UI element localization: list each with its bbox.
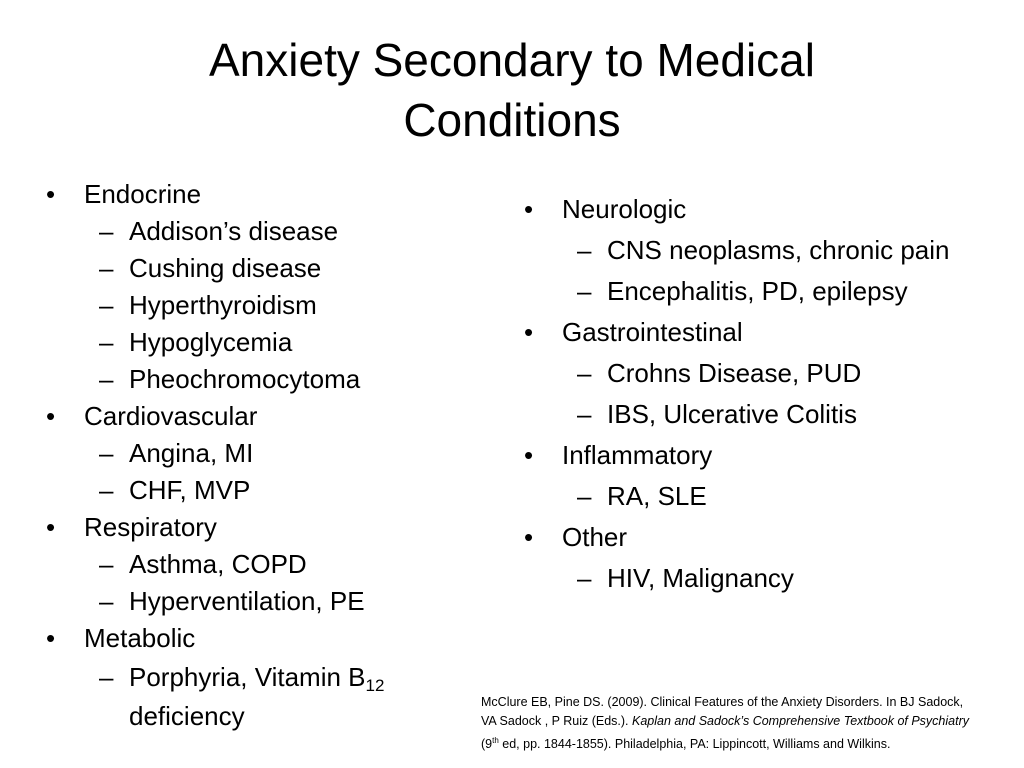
sub-bullet-label: Addison’s disease [129, 216, 339, 246]
sub-bullet-label: Asthma, COPD [129, 549, 307, 579]
left-bullet-column [44, 176, 484, 732]
dash-icon: – [99, 438, 114, 468]
sub-bullet-item [44, 435, 484, 472]
sub-bullet-item [522, 476, 1022, 517]
sub-bullet-label: CNS neoplasms, chronic pain [607, 235, 950, 265]
bullet-cardiovascular [44, 398, 484, 435]
sub-bullet-label: HIV, Malignancy [607, 563, 794, 593]
dash-icon: – [577, 276, 592, 306]
sub-bullet-item [522, 230, 1022, 271]
bullet-label: Inflammatory [562, 440, 713, 470]
sub-bullet-label: Hypoglycemia [129, 327, 293, 357]
dash-icon: – [577, 563, 592, 593]
sub-bullet-item [44, 324, 484, 361]
bullet-endocrine [44, 176, 484, 213]
bullet-dot-icon: • [524, 194, 534, 224]
subscript-12: 12 [365, 676, 385, 695]
dash-icon: – [99, 327, 114, 357]
sub-bullet-item [44, 287, 484, 324]
sub-bullet-label-continued: deficiency [129, 701, 245, 731]
sub-bullet-label: Crohns Disease, PUD [607, 358, 862, 388]
bullet-dot-icon: • [524, 317, 534, 347]
sub-bullet-item [44, 472, 484, 509]
citation-superscript: th [492, 736, 499, 745]
dash-icon: – [99, 475, 114, 505]
dash-icon: – [99, 364, 114, 394]
citation [481, 693, 981, 754]
sub-bullet-label: Hyperthyroidism [129, 290, 317, 320]
bullet-inflammatory [522, 435, 1022, 476]
dash-icon: – [99, 549, 114, 579]
sub-bullet-label: RA, SLE [607, 481, 707, 511]
dash-icon: – [577, 481, 592, 511]
sub-bullet-item [44, 657, 484, 732]
dash-icon: – [99, 586, 114, 616]
slide-title-line-2: Conditions [403, 94, 621, 146]
sub-bullet-label: Cushing disease [129, 253, 322, 283]
bullet-label: Gastrointestinal [562, 317, 743, 347]
sub-bullet-label: CHF, MVP [129, 475, 251, 505]
dash-icon: – [99, 253, 114, 283]
bullet-neurologic [522, 189, 1022, 230]
citation-book-title: Kaplan and Sadock’s Comprehensive Textbook of Psychiatry [632, 714, 969, 728]
bullet-dot-icon: • [524, 522, 534, 552]
sub-bullet-item [44, 546, 484, 583]
dash-icon: – [99, 290, 114, 320]
bullet-dot-icon: • [524, 440, 534, 470]
sub-bullet-label: IBS, Ulcerative Colitis [607, 399, 857, 429]
bullet-dot-icon: • [46, 179, 56, 209]
bullet-dot-icon: • [46, 623, 56, 653]
sub-bullet-label: Pheochromocytoma [129, 364, 361, 394]
citation-text-edition: (9 [481, 737, 493, 751]
bullet-label: Other [562, 522, 628, 552]
sub-bullet-item [44, 250, 484, 287]
bullet-gastrointestinal [522, 312, 1022, 353]
bullet-label: Respiratory [84, 512, 217, 542]
sub-bullet-label: Angina, MI [129, 438, 254, 468]
dash-icon: – [577, 399, 592, 429]
sub-bullet-label: Encephalitis, PD, epilepsy [607, 276, 908, 306]
bullet-label: Endocrine [84, 179, 202, 209]
sub-bullet-item [522, 353, 1022, 394]
bullet-label: Cardiovascular [84, 401, 258, 431]
dash-icon: – [99, 216, 114, 246]
citation-text-publisher: ed, pp. 1844-1855). Philadelphia, PA: Lippincott, Williams and Wilkins. [498, 737, 891, 751]
bullet-dot-icon: • [46, 401, 56, 431]
slide-title [0, 30, 1024, 150]
sub-bullet-label: Porphyria, Vitamin B [129, 662, 366, 692]
bullet-label: Metabolic [84, 623, 196, 653]
bullet-other [522, 517, 1022, 558]
bullet-metabolic [44, 620, 484, 657]
bullet-dot-icon: • [46, 512, 56, 542]
right-bullet-column [522, 189, 1022, 599]
sub-bullet-item [44, 583, 484, 620]
slide-title-line-1: Anxiety Secondary to Medical [209, 34, 815, 86]
bullet-respiratory [44, 509, 484, 546]
sub-bullet-label: Hyperventilation, PE [129, 586, 365, 616]
dash-icon: – [577, 235, 592, 265]
dash-icon: – [577, 358, 592, 388]
sub-bullet-item [44, 361, 484, 398]
citation-text: McClure EB, Pine DS. (2009). Clinical Features of the Anxiety Disorders. In BJ Sadock, VA Sadock , P Ruiz (Eds.). [481, 695, 964, 728]
sub-bullet-item [522, 271, 1022, 312]
sub-bullet-item [522, 394, 1022, 435]
sub-bullet-item [522, 558, 1022, 599]
sub-bullet-item [44, 213, 484, 250]
bullet-label: Neurologic [562, 194, 687, 224]
dash-icon: – [99, 662, 114, 692]
